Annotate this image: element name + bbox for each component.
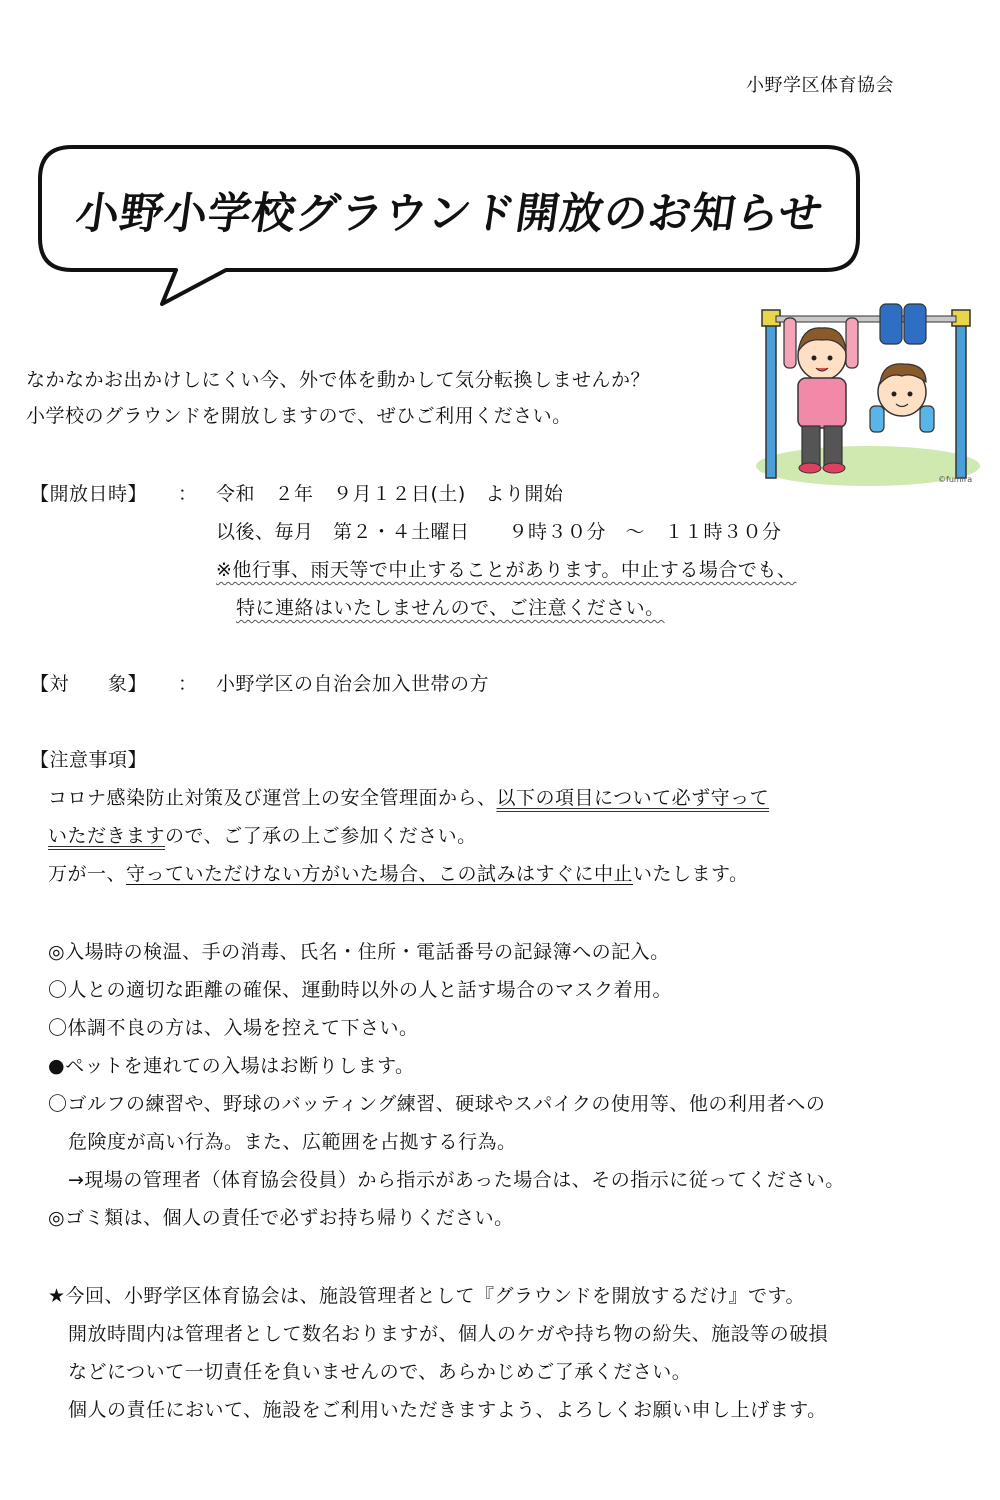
notes-label: 【注意事項】 bbox=[30, 749, 148, 771]
organization-name: 小野学区体育協会 bbox=[746, 75, 894, 96]
notes-p3-plain-a: 万が一、 bbox=[48, 863, 127, 885]
rule-item: 〇ゴルフの練習や、野球のバッティング練習、硬球やスパイクの使用等、他の利用者への bbox=[48, 1093, 826, 1115]
target-label: 【対 象】 bbox=[30, 673, 148, 695]
notes-paragraph-1 bbox=[48, 786, 769, 810]
disclaimer-line-4: 個人の責任において、施設をご利用いただきますよう、よろしくお願い申し上げます。 bbox=[68, 1399, 827, 1421]
rule-item-instruction: →現場の管理者（体育協会役員）から指示があった場合は、その指示に従ってください。 bbox=[68, 1169, 845, 1191]
schedule-label: 【開放日時】 bbox=[30, 483, 148, 505]
notes-p1-underlined: 以下の項目について必ず守って bbox=[496, 787, 770, 809]
target-value: 小野学区の自治会加入世帯の方 bbox=[216, 673, 490, 695]
notes-p3-underlined: 守っていただけない方がいた場合、この試みはすぐに中止 bbox=[126, 863, 634, 885]
children-horizontal-bar-illustration bbox=[752, 298, 984, 488]
speech-bubble-frame bbox=[0, 0, 1000, 320]
schedule-start: 令和 ２年 ９月１２日(土) より開始 bbox=[216, 483, 564, 505]
notes-paragraph-3 bbox=[48, 862, 749, 886]
rule-item: ●ペットを連れての入場はお断りします。 bbox=[48, 1055, 415, 1077]
intro-line-1: なかなかお出かけしにくい今、外で体を動かして気分転換しませんか？ bbox=[26, 369, 651, 391]
intro-line-2: 小学校のグラウンドを開放しますので、ぜひご利用ください。 bbox=[26, 405, 572, 427]
page-title: 小野小学校グラウンド開放のお知らせ bbox=[72, 189, 827, 239]
notes-p1-plain: コロナ感染防止対策及び運営上の安全管理面から、 bbox=[48, 787, 497, 809]
schedule-colon: ： bbox=[178, 483, 198, 505]
disclaimer-line-1: ★今回、小野学区体育協会は、施設管理者として『グラウンドを開放するだけ』です。 bbox=[48, 1285, 806, 1307]
disclaimer-line-2: 開放時間内は管理者として数名おりますが、個人のケガや持ち物の紛失、施設等の破損 bbox=[68, 1323, 829, 1345]
notes-p3-plain-b: いたします。 bbox=[633, 863, 749, 885]
rule-item: ◎入場時の検温、手の消毒、氏名・住所・電話番号の記録簿への記入。 bbox=[48, 941, 670, 963]
schedule-note-1: ※他行事、雨天等で中止することがあります。中止する場合でも、 bbox=[216, 559, 797, 581]
target-colon: ： bbox=[178, 673, 198, 695]
rule-item: 〇体調不良の方は、入場を控えて下さい。 bbox=[48, 1017, 419, 1039]
rule-item: ◎ゴミ類は、個人の責任で必ずお持ち帰りください。 bbox=[48, 1207, 514, 1229]
illustration-credit: ©fumira bbox=[938, 475, 973, 484]
schedule-note-2: 特に連絡はいたしませんので、ご注意ください。 bbox=[236, 597, 665, 619]
notes-paragraph-2 bbox=[48, 824, 477, 848]
schedule-recurring: 以後、毎月 第２・４土曜日 ９時３０分 ～ １１時３０分 bbox=[216, 521, 782, 543]
rule-item-continued: 危険度が高い行為。また、広範囲を占拠する行為。 bbox=[68, 1131, 517, 1153]
notes-p2-plain: ので、ご了承の上ご参加ください。 bbox=[165, 825, 477, 847]
rule-item: 〇人との適切な距離の確保、運動時以外の人と話す場合のマスク着用。 bbox=[48, 979, 673, 1001]
notes-p2-underlined: いただきます bbox=[48, 825, 166, 847]
disclaimer-line-3: などについて一切責任を負いませんので、あらかじめご了承ください。 bbox=[68, 1361, 692, 1383]
